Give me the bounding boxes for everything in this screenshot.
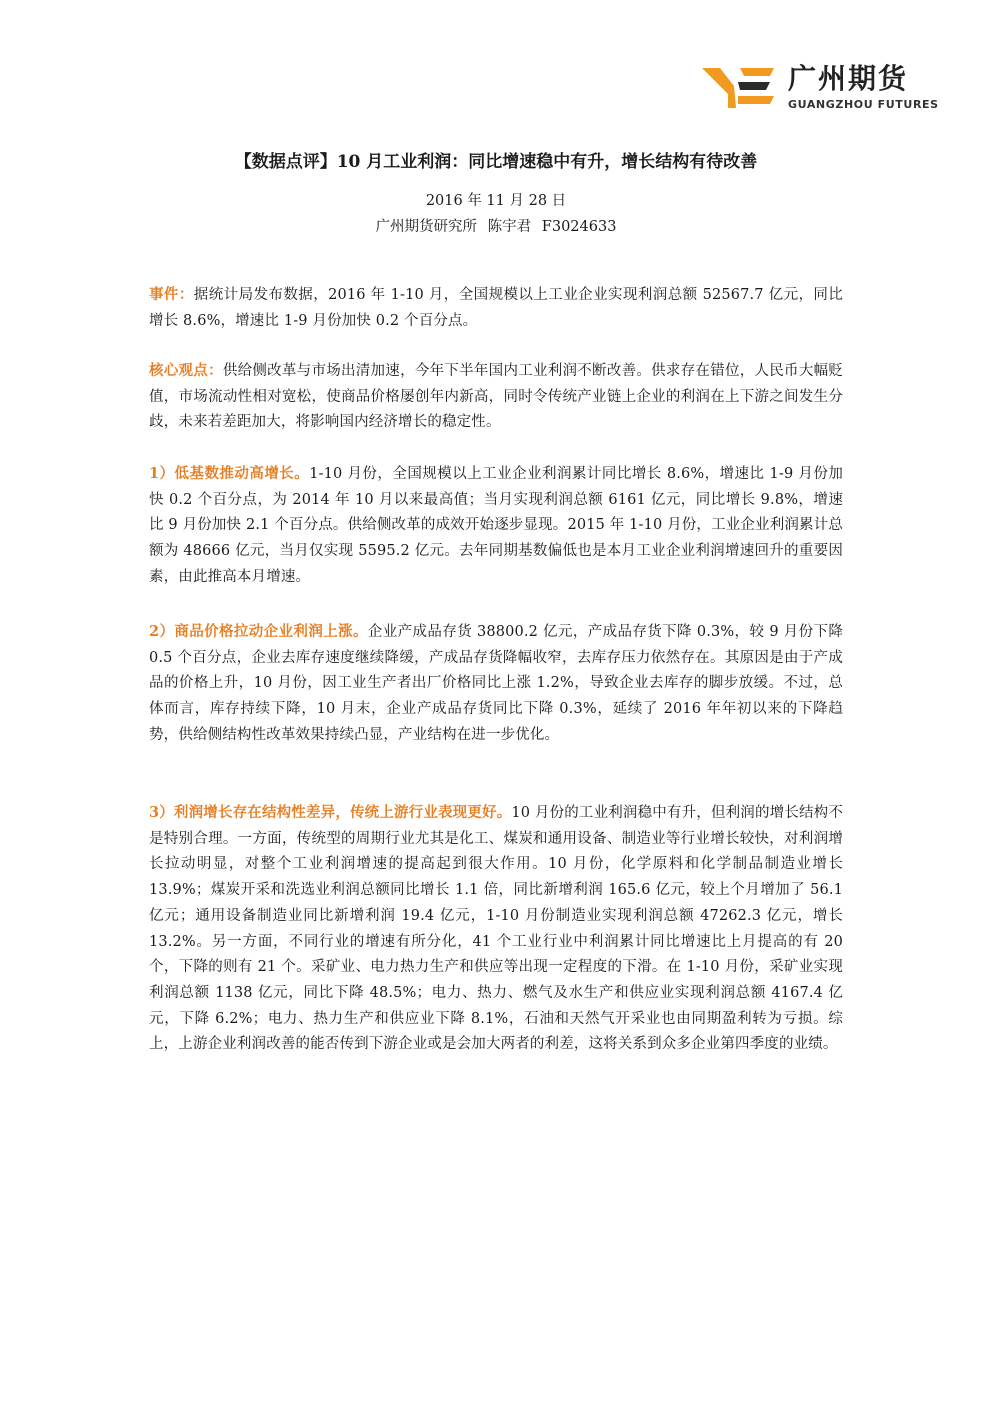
paragraph-lead: 事件： [149,286,194,303]
report-author [0,216,992,238]
gzf-logo-mark-icon [700,64,776,110]
author-license-id: F3024633 [541,219,617,235]
paragraph-text: 企业产成品存货 38800.2 亿元，产成品存货下降 0.3%，较 9 月份下降 0.5 个百分点，企业去库存速度继续降缓，产成品存货降幅收窄，去库存压力依然存在。其原因是由于产成品的价格上升，10 月份，因工业生产者出厂价格同比上涨 1.2%，导致企业去库存的脚步放缓。不过，总体而言，库存持续下降，10 月末，企业产成品存货同比下降 0.3%，延续了 2016 年年初以来的下降趋势，供给侧结构性改革效果持续凸显，产业结构在进一步优化。 [149,624,843,743]
paragraph-lead: 2）商品价格拉动企业利润上涨。 [149,623,368,640]
paragraph-point-1 [149,461,843,591]
paragraph-text: 10 月份的工业利润稳中有升，但利润的增长结构不是特别合理。一方面，传统型的周期行业尤其是化工、煤炭和通用设备、制造业等行业增长较快，对利润增长拉动明显，对整个工业利润增速的提高起到很大作用。10 月份，化学原料和化学制品制造业增长 13.9%；煤炭开采和洗选业利润总额同比增长 1.1 倍，同比新增利润 165.6 亿元，较上个月增加了 56.1 亿元；通用设备制造业同比新增利润 19.4 亿元，1-10 月份制造业实现利润总额 47262.3 亿元，增长 13.2%。另一方面，不同行业的增速有所分化，41 个工业行业中利润累计同比增速比上月提高的有 20 个，下降的则有 21 个。采矿业、电力热力生产和供应等出现一定程度的下滑。在 1-10 月份，采矿业实现利润总额 1138 亿元，同比下降 48.5%；电力、热力、燃气及水生产和供应业实现利润总额 4167.4 亿元，下降 6.2%；电力、热力生产和供应业下降 8.1%，石油和天然气开采业也由同期盈利转为亏损。综上，上游企业利润改善的能否传到下游企业或是会加大两者的利差，这将关系到众多企业第四季度的业绩。 [149,805,843,1053]
paragraph-event [149,282,843,334]
logo-english-name: GUANGZHOU FUTURES [788,98,939,111]
paragraph-lead: 3）利润增长存在结构性差异，传统上游行业表现更好。 [149,804,512,821]
paragraph-text: 供给侧改革与市场出清加速，今年下半年国内工业利润不断改善。供求存在错位，人民币大幅贬值，市场流动性相对宽松，使商品价格屡创年内新高，同时令传统产业链上企业的利润在上下游之间发生分歧，未来若差距加大，将影响国内经济增长的稳定性。 [149,363,844,431]
paragraph-lead: 1）低基数推动高增长。 [149,465,310,482]
author-name: 陈宇君 [487,219,532,235]
logo-chinese-name: 广州期货 [788,62,909,95]
paragraph-point-2 [149,619,843,749]
paragraph-core-view [149,358,843,436]
report-date: 2016 年 11 月 28 日 [425,193,567,209]
author-organization: 广州期货研究所 [375,219,478,235]
paragraph-text: 1-10 月份，全国规模以上工业企业利润累计同比增长 8.6%，增速比 1-9 月份加快 0.2 个百分点，为 2014 年 10 月以来最高值；当月实现利润总额 6161 亿元，同比增长 9.8%，增速比 9 月份加快 2.1 个百分点。供给侧改革的成效开始逐步显现。2015 年 1-10 月份，工业企业利润累计总额为 48666 亿元，当月仅实现 5595.2 亿元。去年同期基数偏低也是本月工业企业利润增速回升的重要因素，由此推高本月增速。 [149,466,843,585]
report-title: 【数据点评】10 月工业利润：同比增速稳中有升，增长结构有待改善 [234,152,758,172]
paragraph-point-3 [149,800,843,1058]
company-logo [700,58,939,118]
paragraph-lead: 核心观点： [149,362,223,379]
paragraph-text: 据统计局发布数据，2016 年 1-10 月，全国规模以上工业企业实现利润总额 52567.7 亿元，同比增长 8.6%，增速比 1-9 月份加快 0.2 个百分点。 [149,287,844,329]
